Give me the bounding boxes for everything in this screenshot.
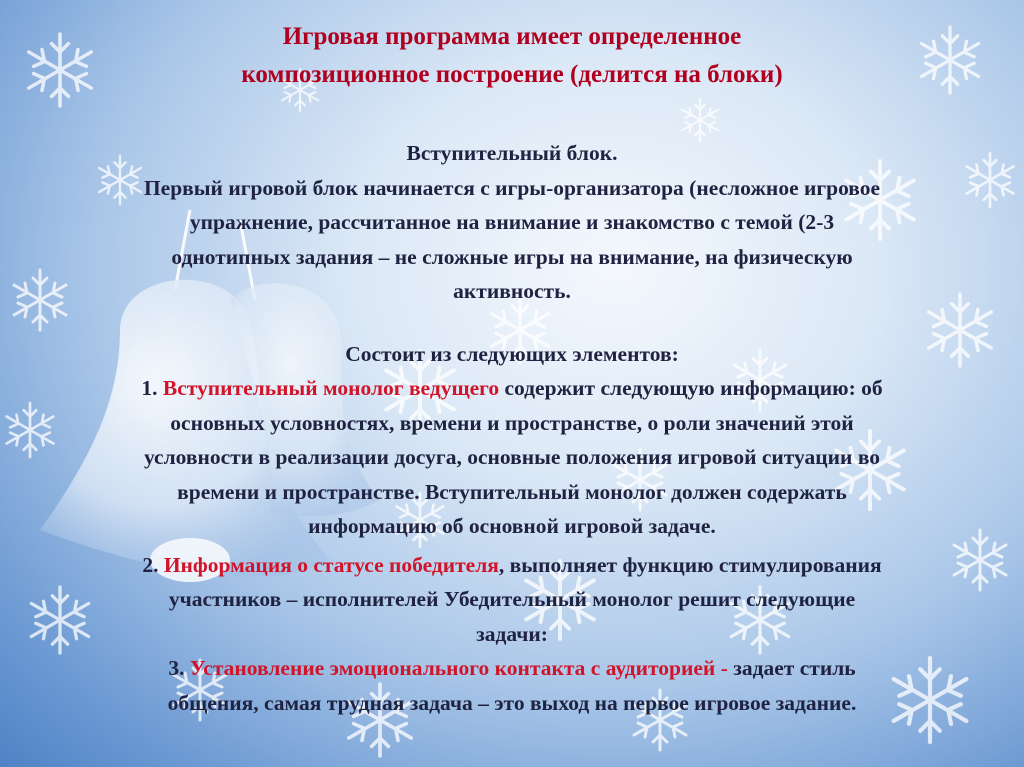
slide-title-line: Игровая программа имеет определенное <box>282 23 742 50</box>
intro-line: однотипных задания – не сложные игры на внимание, на физическую <box>171 244 853 269</box>
intro-line: Первый игровой блок начинается с игры-организатора (несложное игровое <box>143 175 881 200</box>
element-line: общения, самая трудная задача – это выход на первое игровое задание. <box>167 690 857 715</box>
slide-body <box>24 136 1000 720</box>
elements-heading: Состоит из следующих элементов: <box>345 341 679 366</box>
element-line: условности в реализации досуга, основные положения игровой ситуации во <box>143 445 881 469</box>
element-line: основных условностях, времени и пространстве, о роли значений этой <box>170 410 854 435</box>
element-item-1 <box>24 371 1000 406</box>
element-number: 1. <box>141 376 163 400</box>
element-line: участников – исполнителей Убедительный монолог решит следующие <box>168 587 856 611</box>
element-number: 3. <box>168 656 190 680</box>
element-item-3 <box>24 651 1000 686</box>
element-line: задачи: <box>476 621 548 646</box>
element-text: , выполняет функцию стимулирования <box>498 552 882 577</box>
element-number: 2. <box>142 552 164 577</box>
element-highlight: Установление эмоционального контакта с аудиторией - <box>189 656 728 680</box>
element-text: содержит следующую информацию: об <box>499 376 883 400</box>
element-item-2 <box>24 548 1000 583</box>
element-highlight: Вступительный монолог ведущего <box>162 376 500 400</box>
intro-line: упражнение, рассчитанное на внимание и знакомство с темой (2-3 <box>189 210 835 234</box>
element-highlight: Информация о статусе победителя <box>163 552 499 577</box>
intro-line: активность. <box>453 279 571 303</box>
intro-heading: Вступительный блок. <box>406 141 618 165</box>
element-line: времени и пространстве. Вступительный монолог должен содержать <box>177 479 847 504</box>
element-line: информацию об основной игровой задаче. <box>308 514 716 538</box>
slide-title <box>70 18 954 94</box>
slide-title-line: композиционное построение (делится на блоки) <box>241 61 783 88</box>
element-text: задает стиль <box>727 656 856 680</box>
